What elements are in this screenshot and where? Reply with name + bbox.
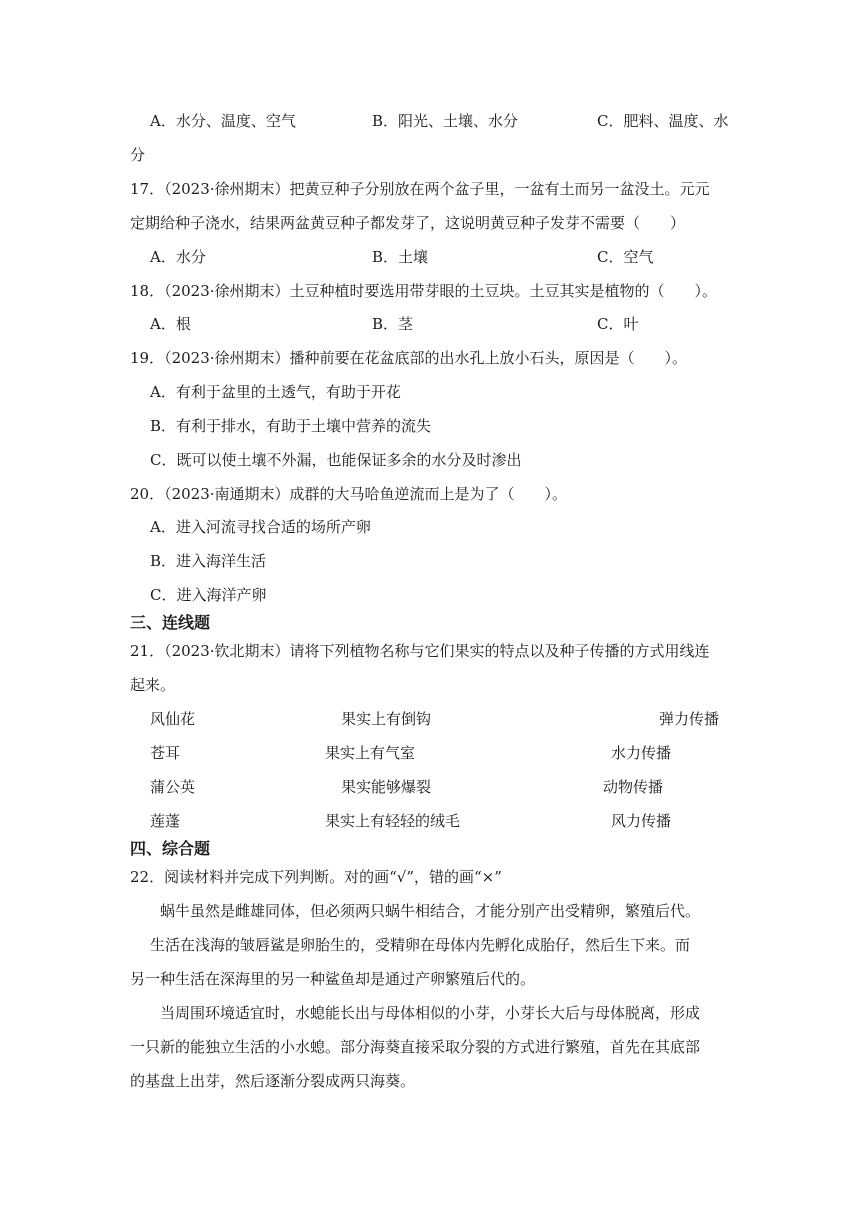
q21-plant: 风仙花 [150,710,196,728]
q22-paragraph: 一只新的能独立生活的小水螅。部分海葵直接采取分裂的方式进行繁殖，首先在其底部 [130,1038,701,1056]
q22-paragraph: 当周围环境适宜时，水螅能长出与母体相似的小芽，小芽长大后与母体脱离，形成 [160,1004,701,1022]
section-heading-matching: 三、连线题 [130,613,211,632]
q20-option-a: A．进入河流寻找合适的场所产卵 [150,518,371,536]
q16-option-a: A．水分、温度、空气 [150,112,296,130]
q18-stem: 18．（2023·徐州期末）土豆种植时要选用带芽眼的土豆块。土豆其实是植物的（ ）。 [130,282,718,300]
q16-option-c: C．肥料、温度、水 [597,112,729,130]
q19-option-b: B．有利于排水，有助于土壤中营养的流失 [150,417,432,435]
q21-method: 水力传播 [611,744,672,762]
q21-stem-line1: 21．（2023·钦北期末）请将下列植物名称与它们果实的特点以及种子传播的方式用线连 [130,642,710,660]
q19-option-a: A．有利于盆里的土透气，有助于开花 [150,383,401,401]
q21-feature: 果实上有轻轻的绒毛 [325,812,461,830]
q21-plant: 莲蓬 [150,812,181,830]
q21-method: 动物传播 [603,778,664,796]
q19-option-c: C．既可以使土壤不外漏，也能保证多余的水分及时渗出 [150,451,522,469]
q20-stem: 20．（2023·南通期末）成群的大马哈鱼逆流而上是为了（ ）。 [130,485,568,503]
q21-plant: 蒲公英 [150,778,196,796]
q17-option-c: C．空气 [597,248,654,266]
q17-stem-line1: 17．（2023·徐州期末）把黄豆种子分别放在两个盆子里，一盆有土而另一盆没土。元元 [130,180,710,198]
q21-method: 弹力传播 [659,710,720,728]
q17-option-a: A．水分 [150,248,206,266]
q16-option-b: B．阳光、土壤、水分 [372,112,519,130]
q20-option-b: B．进入海洋生活 [150,552,267,570]
q17-stem-line2: 定期给种子浇水，结果两盆黄豆种子都发芽了，这说明黄豆种子发芽不需要（ ） [130,214,686,232]
q22-paragraph: 另一种生活在深海里的另一种鲨鱼却是通过产卵繁殖后代的。 [130,970,536,988]
q21-feature: 果实上有气室 [325,744,416,762]
q19-stem: 19．（2023·徐州期末）播种前要在花盆底部的出水孔上放小石头，原因是（ ）。 [130,349,688,367]
q22-paragraph: 的基盘上出芽，然后逐渐分裂成两只海葵。 [130,1072,416,1090]
q17-option-b: B．土壤 [372,248,429,266]
q21-plant: 苍耳 [150,744,181,762]
q22-paragraph: 生活在浅海的皱唇鲨是卵胎生的，受精卵在母体内先孵化成胎仔，然后生下来。而 [150,936,691,954]
q21-feature: 果实上有倒钩 [341,710,432,728]
q21-stem-line2: 起来。 [130,676,176,694]
q18-option-b: B．茎 [372,315,414,333]
q18-option-c: C．叶 [597,315,639,333]
q22-paragraph: 蜗牛虽然是雌雄同体，但必须两只蜗牛相结合，才能分别产出受精卵，繁殖后代。 [160,902,701,920]
q20-option-c: C．进入海洋产卵 [150,586,267,604]
q21-method: 风力传播 [611,812,672,830]
q16-option-c-wrap: 分 [130,146,146,164]
section-heading-comprehensive: 四、综合题 [130,839,211,858]
q21-feature: 果实能够爆裂 [341,778,432,796]
q22-stem: 22．阅读材料并完成下列判断。对的画“√”，错的画“×” [130,868,502,886]
q18-option-a: A．根 [150,315,191,333]
